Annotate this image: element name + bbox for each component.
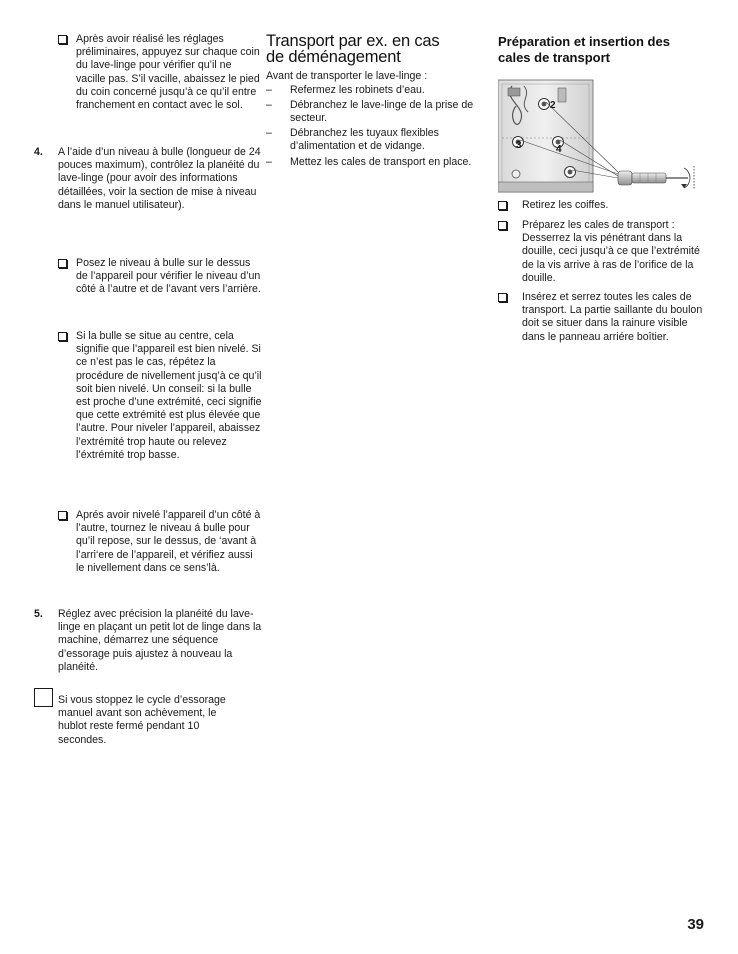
checklist-item: Insérez et serrez toutes les cales de transport. La partie saillante du boulon doit se situer dans la rainure visible dans le panneau arriére boîtier.	[498, 291, 703, 344]
section-title-transport: Transport par ex. en cas de déménagement	[266, 32, 440, 66]
bullet-text: Si la bulle se situe au centre, cela signifie que l’appareil est bien nivelé. Si ce n’est pas le cas, répétez la procédure de nivellement jusq’à ce qu’il soit bien nivelé. Un conseil: si la bulle est proche d’une extrémité, ceci signifie que cette extrémité est plus élevée que l’autre. Pour niveler l’appareil, abaissez l’extrémité trop haute ou relevez l’éxtrémité trop basse.	[76, 330, 262, 461]
checklist-item	[58, 330, 262, 462]
bullet-text: Aprés avoir nivelé l’appareil d’un côté à l’autre, tournez le niveau á bulle pour qu’il repose, sur le dessus, de ‘avant à l’arri‘ere de l’appareil, et vérifiez aussi le nivellement dans ce sens’là.	[76, 509, 261, 574]
step-4	[34, 146, 268, 212]
checkbox-icon	[498, 221, 507, 230]
checkbox-icon	[58, 511, 67, 520]
checkbox-icon	[58, 259, 67, 268]
checklist-item	[58, 509, 262, 575]
checkbox-icon	[498, 293, 507, 302]
transport-item-1: – Refermez les robinets d’eau.	[266, 84, 425, 96]
transport-bolt-figure	[498, 76, 708, 196]
checklist-item	[58, 33, 262, 112]
step-5	[34, 608, 268, 674]
dash-marker: –	[266, 127, 272, 139]
dash-marker: –	[266, 99, 272, 111]
checklist-item: Préparez les cales de transport : Desserrez la vis pénétrant dans la douille, ceci jusqu’à ce que l’extrémité de la vis arrive à ras de l’orifice de la douille.	[498, 219, 703, 285]
figure-label-2: 2	[550, 100, 556, 111]
checkbox-icon	[58, 35, 67, 44]
washer-rear-illustration	[498, 76, 708, 196]
bullet-text: Posez le niveau à bulle sur le dessus de l’appareil pour vérifier le niveau d’un côté à l’autre et de l’avant vers l’arrière.	[76, 257, 261, 296]
dash-marker: –	[266, 84, 272, 96]
step-text: A l’aide d’un niveau à bulle (longueur de 24 pouces maximum), contrôlez la planéité du lave-linge (pour avoir des informations détaillées, voir la section de mise à niveau dans le manuel utilisateur).	[58, 146, 261, 211]
note-text: Si vous stoppez le cycle d’essorage manuel avant son achèvement, le hublot reste fermé pendant 10 secondes.	[58, 694, 226, 746]
note-icon	[34, 688, 53, 707]
dash-marker: –	[266, 156, 272, 168]
transport-item-3: – Débranchez les tuyaux flexibles d’alimentation et de vidange.	[266, 127, 439, 153]
step-number: 4.	[34, 146, 43, 158]
transport-item-2: – Débranchez le lave-linge de la prise de secteur.	[266, 99, 474, 125]
figure-label-3: 3	[516, 140, 522, 151]
transport-bolt	[618, 166, 694, 190]
checkbox-icon	[58, 332, 67, 341]
section-title-cales: Préparation et insertion des cales de transport	[498, 34, 670, 65]
figure-label-4: 4	[556, 144, 562, 155]
step-number: 5.	[34, 608, 43, 620]
transport-intro: Avant de transporter le lave-linge :	[266, 70, 428, 82]
checklist-item: Retirez les coiffes.	[498, 199, 703, 212]
step-text: Réglez avec précision la planéité du lave-linge en plaçant un petit lot de linge dans la machine, démarrez une séquence d’essorage puis ajustez à nouveau la planéité.	[58, 608, 262, 673]
bullet-text: Après avoir réalisé les réglages préliminaires, appuyez sur chaque coin du lave-linge pour vérifier qu’il ne vacille pas. S’il vacille, abaissez le pied du coin concerné jusqu’à ce qu’il entre franchement en contact avec le sol.	[76, 33, 260, 112]
page-number: 39	[687, 916, 704, 933]
checklist-item	[58, 257, 262, 297]
transport-item-4: – Mettez les cales de transport en place.	[266, 156, 472, 168]
checkbox-icon	[498, 201, 507, 210]
